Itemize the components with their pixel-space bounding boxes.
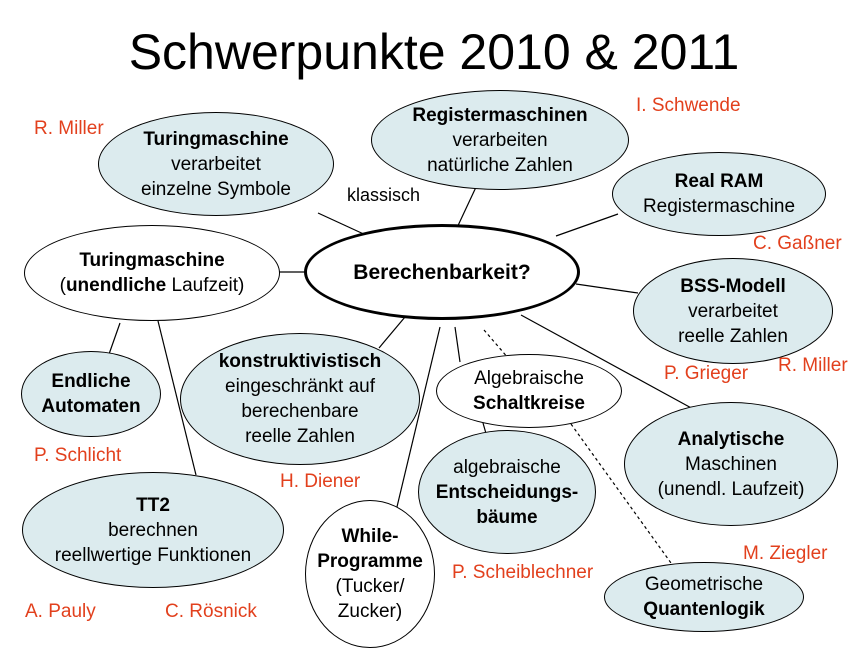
- person-label: A. Pauly: [25, 601, 96, 622]
- node-line: verarbeiten: [452, 129, 548, 151]
- node-berechenbarkeit: [304, 224, 580, 320]
- node-line: (unendl. Laufzeit): [657, 478, 805, 500]
- node-line: (Tucker/: [335, 576, 405, 597]
- edge-realram: [556, 214, 618, 236]
- node-entscheidungsbaeume: [418, 430, 596, 554]
- person-label: P. Grieger: [664, 363, 749, 384]
- node-line: Algebraische: [474, 368, 584, 389]
- node-line: verarbeitet: [688, 300, 778, 322]
- node-bss-modell: [633, 258, 833, 364]
- node-line: TT2: [136, 494, 170, 516]
- paren-open: (: [59, 275, 66, 296]
- node-registermaschinen: [371, 90, 629, 190]
- node-line: verarbeitet: [171, 153, 261, 175]
- person-label: M. Ziegler: [743, 543, 828, 564]
- node-line: reelle Zahlen: [245, 426, 355, 447]
- node-while-programme: [305, 500, 435, 648]
- node-line: berechnen: [108, 519, 198, 541]
- node-quantenlogik: [604, 562, 804, 632]
- node-line: berechenbare: [241, 401, 359, 422]
- line-rest: Laufzeit): [166, 275, 245, 296]
- node-turingmaschine: [98, 112, 334, 216]
- person-label: C. Rösnick: [165, 601, 257, 622]
- edge-konstruktiv: [379, 317, 405, 348]
- emphasis-unendliche: unendliche: [65, 275, 167, 296]
- node-tt2: [22, 472, 284, 588]
- node-line: algebraische: [453, 456, 561, 478]
- node-line: Schaltkreise: [473, 393, 585, 414]
- person-label: I. Schwende: [636, 95, 741, 116]
- edge-bss: [576, 284, 638, 293]
- node-line: BSS-Modell: [680, 275, 786, 297]
- person-label: C. Gaßner: [753, 233, 842, 254]
- node-line: einzelne Symbole: [141, 178, 291, 200]
- node-line: natürliche Zahlen: [427, 154, 573, 176]
- node-line: Registermaschinen: [412, 104, 588, 126]
- node-line: Turingmaschine: [79, 250, 225, 271]
- node-line: Quantenlogik: [643, 599, 765, 620]
- person-label: R. Miller: [34, 118, 104, 139]
- edge-label-klassisch: klassisch: [347, 185, 421, 205]
- person-label: R. Miller: [778, 355, 848, 376]
- node-line: Real RAM: [674, 171, 764, 192]
- node-line: bäume: [476, 506, 538, 528]
- node-line: Entscheidungs-: [435, 481, 579, 503]
- node-line: Turingmaschine: [143, 128, 289, 150]
- node-line: [60, 273, 245, 298]
- node-line: Programme: [317, 551, 423, 572]
- node-line: konstruktivistisch: [218, 351, 382, 372]
- node-endliche-automaten: [21, 351, 161, 437]
- node-line: Automaten: [41, 396, 141, 417]
- node-line: Maschinen: [685, 453, 777, 475]
- node-konstruktivistisch: [180, 333, 420, 465]
- edge-schaltkreise: [455, 327, 460, 362]
- node-turingmaschine-unendlich: [24, 225, 280, 321]
- node-line: Endliche: [51, 371, 131, 392]
- person-label: P. Schlicht: [34, 445, 122, 466]
- node-line: reellwertige Funktionen: [54, 544, 252, 566]
- node-line: reelle Zahlen: [678, 325, 788, 347]
- node-line: Analytische: [677, 428, 785, 450]
- page-title: Schwerpunkte 2010 & 2011: [128, 24, 740, 80]
- person-label: H. Diener: [280, 471, 361, 492]
- node-line: eingeschränkt auf: [225, 376, 375, 397]
- node-analytische-maschinen: [624, 402, 838, 526]
- node-line: Zucker): [337, 601, 403, 622]
- node-line: While-: [341, 526, 399, 547]
- node-line: Registermaschine: [642, 196, 796, 217]
- node-line: Geometrische: [644, 574, 764, 595]
- center-label: Berechenbarkeit?: [353, 260, 531, 284]
- node-real-ram: [612, 152, 826, 236]
- node-algebraische-schaltkreise: [436, 354, 622, 428]
- person-label: P. Scheiblechner: [452, 562, 594, 583]
